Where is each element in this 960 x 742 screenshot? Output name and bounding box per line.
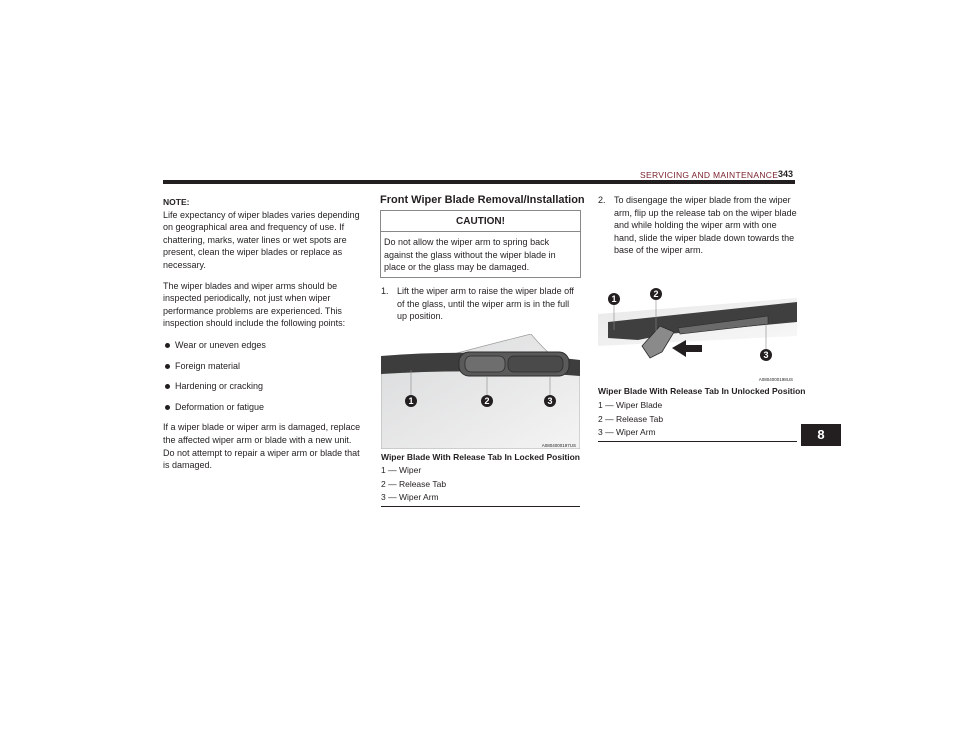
legend-item: 3 — Wiper Arm — [381, 492, 439, 503]
figure-locked-position — [381, 334, 580, 449]
legend-item: 3 — Wiper Arm — [598, 427, 656, 438]
callout-2: 2 — [653, 289, 659, 299]
step-number: 1. — [381, 286, 389, 296]
damage-paragraph: If a wiper blade or wiper arm is damaged, replace the affected wiper arm or blade with a new unit. Do not attempt to repair a wiper arm or blade that is damaged. — [163, 422, 361, 471]
legend-item: 1 — Wiper Blade — [598, 400, 663, 410]
legend-rule — [381, 506, 580, 507]
figure-unlocked-position — [598, 286, 797, 384]
figure-caption: Wiper Blade With Release Tab In Locked Position — [381, 452, 581, 462]
callout-1: 1 — [611, 294, 617, 304]
figure-legend — [598, 399, 797, 442]
list-item: Hardening or cracking — [163, 380, 363, 393]
list-item: Deformation or fatigue — [163, 401, 363, 414]
page-number: 343 — [778, 169, 794, 179]
step-1 — [381, 285, 581, 323]
legend-item: 2 — Release Tab — [598, 413, 664, 424]
left-column — [163, 196, 363, 472]
callout-1: 1 — [408, 396, 414, 406]
figure-legend — [381, 464, 580, 507]
note-label: NOTE: — [163, 197, 190, 207]
legend-item: 2 — Release Tab — [381, 478, 447, 489]
caution-title: CAUTION! — [381, 211, 580, 232]
figure-code: A0804000197US — [541, 443, 576, 448]
figure-code: A0804000198US — [758, 377, 793, 382]
wiper-locked-illustration — [381, 334, 580, 449]
legend-rule — [598, 441, 797, 442]
chapter-tab: 8 — [801, 424, 841, 446]
step-number: 2. — [598, 195, 606, 205]
list-item: Foreign material — [163, 360, 363, 373]
step-text: Lift the wiper arm to raise the wiper blade off of the glass, until the wiper arm is in the full up position. — [397, 286, 574, 322]
caution-text: Do not allow the wiper arm to spring back against the glass without the wiper blade in place or the glass may be damaged. — [384, 237, 556, 273]
caution-box — [380, 210, 581, 278]
wiper-unlocked-illustration — [598, 286, 797, 384]
running-header-title: SERVICING AND MAINTENANCE — [640, 170, 779, 180]
callout-2: 2 — [484, 396, 490, 406]
step-text: To disengage the wiper blade from the wiper arm, flip up the release tab on the wiper blade and while holding the wiper arm with one hand, slide the wiper blade down towards the base of the wiper arm. — [614, 195, 797, 256]
header-rule — [163, 180, 795, 184]
callout-3: 3 — [763, 350, 769, 360]
section-title: Front Wiper Blade Removal/Installation — [380, 194, 585, 206]
list-item: Wear or uneven edges — [163, 339, 363, 352]
callout-3: 3 — [547, 396, 553, 406]
step-2 — [598, 194, 798, 257]
figure-caption: Wiper Blade With Release Tab In Unlocked Position — [598, 386, 806, 396]
legend-item: 1 — Wiper — [381, 465, 422, 475]
note-text: Life expectancy of wiper blades varies depending on geographical area and frequency of use. If chattering, marks, water lines or wet spots are present, clean the wiper blades or replace as necessary. — [163, 209, 360, 270]
inspection-list — [163, 339, 363, 413]
inspection-intro: The wiper blades and wiper arms should be inspected periodically, not just when wiper performance problems are experienced. This inspection should include the following points: — [163, 280, 346, 329]
